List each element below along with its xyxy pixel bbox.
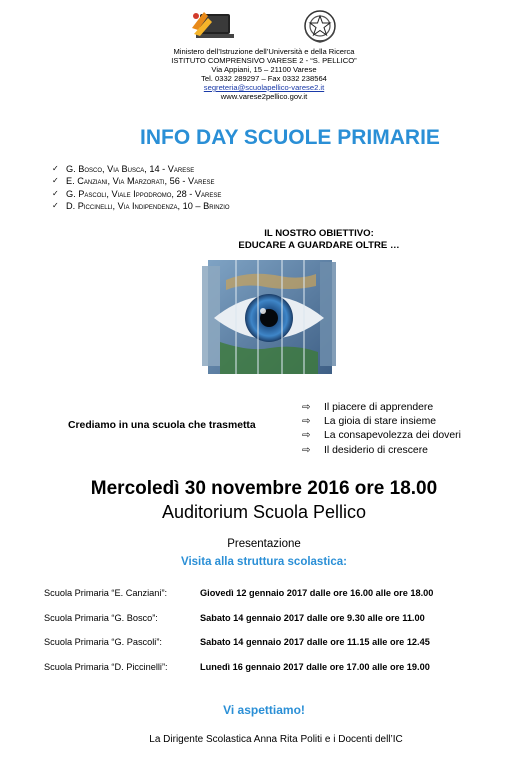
ministry-line: Ministero dell’Istruzione dell’Università e della Ricerca [173, 47, 355, 56]
school-logo [190, 8, 234, 42]
check-icon: ✓ [52, 201, 59, 211]
list-item: ⇨ Il desiderio di crescere [302, 444, 461, 458]
values-list [302, 401, 461, 458]
list-item: ✓ D. Piccinelli, Via Indipendenza, 10 – Brinzio [52, 201, 230, 212]
event-venue: Auditorium Scuola Pellico [161, 502, 367, 522]
arrow-right-icon: ⇨ [302, 402, 311, 413]
list-item: ✓ G. Bosco, Via Busca, 14 - Varese [52, 164, 195, 174]
signature-line: La Dirigente Scolastica Anna Rita Politi e i Docenti dell’IC [149, 734, 403, 745]
objective-line-1: IL NOSTRO OBIETTIVO: [264, 228, 374, 239]
visits-schedule [44, 588, 433, 686]
objective-heading [0, 228, 528, 252]
list-item: ⇨ La consapevolezza dei doveri [302, 429, 461, 443]
institute-line: ISTITUTO COMPRENSIVO VARESE 2 - “S. PELLICO” [171, 56, 357, 65]
phone-line: Tel. 0332 289297 – Fax 0332 238564 [201, 74, 327, 83]
arrow-right-icon: ⇨ [302, 444, 311, 456]
arrow-right-icon: ⇨ [302, 430, 311, 442]
check-icon: ✓ [52, 188, 59, 198]
list-item: ⇨ La gioia di stare insieme [302, 415, 461, 429]
schedule-row: Scuola Primaria “D. Piccinelli”: Lunedì 16 gennaio 2017 dalle ore 17.00 alle ore 19.00 [44, 661, 430, 672]
schedule-row: Scuola Primaria “E. Canziani”: Giovedì 12 gennaio 2017 dalle ore 16.00 alle ore 18.00 [44, 588, 434, 598]
list-item: ⇨ Il piacere di apprendere [302, 401, 461, 415]
presentation-label: Presentazione [227, 538, 301, 550]
list-item: ✓ E. Canziani, Via Marzorati, 56 - Varese [52, 176, 215, 187]
schedule-row: Scuola Primaria “G. Bosco”: Sabato 14 gennaio 2017 dalle ore 9.30 alle ore 11.00 [44, 612, 425, 623]
eye-globe-image [200, 256, 338, 380]
schedule-row: Scuola Primaria “G. Pascoli”: Sabato 14 gennaio 2017 dalle ore 11.15 alle ore 12.45 [44, 637, 430, 648]
page-title: INFO DAY SCUOLE PRIMARIE [140, 126, 440, 149]
arrow-right-icon: ⇨ [302, 416, 311, 428]
republic-emblem [302, 8, 338, 44]
check-icon: ✓ [52, 176, 59, 186]
visit-heading: Visita alla struttura scolastica: [181, 556, 347, 568]
event-date: Mercoledì 30 novembre 2016 ore 18.00 [90, 478, 438, 499]
email-link[interactable]: segreteria@scuolapellico-varese2.it [203, 83, 325, 92]
closing-message: Vi aspettiamo! [223, 703, 305, 717]
check-icon: ✓ [52, 164, 59, 173]
address-line: Via Appiani, 15 – 21100 Varese [211, 65, 317, 74]
objective-line-2: EDUCARE A GUARDARE OLTRE … [238, 240, 400, 251]
list-item: ✓ G. Pascoli, Viale Ippodromo, 28 - Varese [52, 188, 222, 199]
website-line: www.varese2pellico.gov.it [220, 92, 308, 101]
schools-list [52, 163, 230, 213]
belief-statement: Crediamo in una scuola che trasmetta [68, 420, 256, 431]
